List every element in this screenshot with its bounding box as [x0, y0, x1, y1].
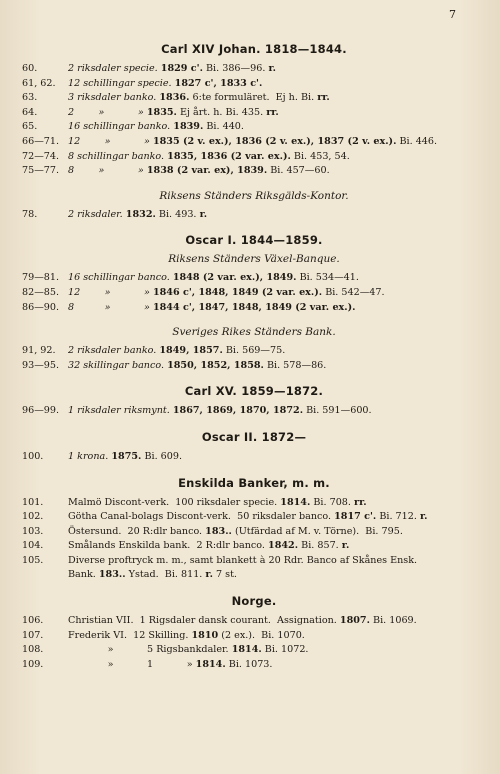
item-year: 1814. [231, 644, 262, 656]
list-item [22, 62, 486, 77]
list-vaxel-banque [22, 271, 486, 315]
item-reference: Bi. 453, 54. [293, 150, 350, 162]
item-text: » 5 Rigsbankdaler. [68, 644, 229, 656]
item-text: Malmö Discont-verk. 100 riksdaler specie. [68, 496, 278, 508]
item-reference: Bi. 712. [379, 511, 417, 523]
list-standers-bank [22, 344, 486, 373]
item-number: 82—85. [22, 286, 60, 298]
item-year: 183.. [98, 569, 126, 581]
item-reference: Bi. 569—75. [225, 345, 286, 357]
item-number: 91, 92. [22, 345, 56, 357]
item-reference: Bi. 578—86. [266, 359, 327, 371]
item-number: 96—99. [22, 405, 60, 417]
item-number: 79—81. [22, 272, 60, 284]
item-description [68, 643, 486, 658]
subheading-vaxel-banque: Riksens Ständers Växel-Banque. [168, 253, 340, 266]
item-description [68, 164, 486, 179]
item-denomination: 16 schillingar banko. [68, 121, 171, 133]
item-denomination: 12 » » [68, 286, 150, 298]
item-description [68, 77, 486, 92]
item-years: 1827 c', 1833 c'. [174, 77, 263, 89]
item-number: 93—95. [22, 359, 60, 371]
list-enskilda-banker [22, 496, 486, 584]
subheading-riksgalds-kontor: Riksens Ständers Riksgälds-Kontor. [159, 189, 349, 202]
list-item [22, 629, 486, 644]
list-item [22, 301, 486, 316]
list-item [22, 150, 486, 165]
item-description [68, 525, 486, 540]
item-number: 75—77. [22, 165, 60, 177]
item-description [68, 496, 486, 511]
item-rarity: r. [420, 511, 428, 523]
list-item [22, 91, 486, 106]
item-description [68, 554, 486, 569]
item-text: Diverse proftryck m. m., samt blankett à 20 Rdr. Banco af Skånes Ensk. [68, 554, 418, 566]
item-year: 1807. [339, 615, 370, 627]
list-riksgalds-kontor [22, 208, 486, 223]
list-item [22, 404, 486, 419]
item-rarity: r. [341, 540, 350, 552]
list-item [22, 539, 486, 554]
list-item [22, 510, 486, 525]
item-description [68, 450, 486, 465]
item-number: 60. [22, 63, 38, 74]
item-description [68, 658, 486, 673]
item-reference: Bi. 493. [158, 208, 197, 220]
item-text: Smålands Enskilda bank. 2 R:dlr banco. [68, 540, 265, 552]
item-number: 101. [22, 496, 44, 508]
item-years: 1844 c', 1847, 1848, 1849 (2 var. ex.). [152, 301, 356, 313]
item-denomination: 32 skillingar banco. [68, 359, 165, 371]
item-reference: Bi. 857. [301, 540, 339, 552]
item-number: 102. [22, 511, 44, 523]
item-reference: (Utfärdad af M. v. Törne). Bi. 795. [234, 525, 403, 537]
item-years: 1835, 1836 (2 var. ex.). [167, 150, 291, 162]
list-item [22, 208, 486, 223]
item-reference: Bi. 534—41. [299, 272, 359, 284]
item-description [68, 629, 486, 644]
item-years: 1829 c'. [160, 63, 203, 74]
item-rarity: r. [199, 208, 208, 220]
item-denomination: 8 » » [68, 301, 150, 313]
list-item [22, 450, 486, 465]
item-reference: Bi. 708. [313, 496, 351, 508]
item-reference: Bi. 386—96. [206, 63, 266, 74]
item-number: 65. [22, 121, 38, 133]
list-item [22, 271, 486, 286]
item-number: 86—90. [22, 301, 60, 313]
item-rarity: rr. [317, 92, 330, 104]
item-reference: Bi. 609. [144, 450, 183, 462]
item-number: 61, 62. [22, 77, 56, 89]
heading-oscar-i: Oscar I. 1844—1859. [185, 233, 323, 248]
item-description [68, 344, 486, 359]
item-text: Götha Canal-bolags Discont-verk. 50 riksdaler banco. [68, 511, 332, 523]
item-year: 1842. [268, 540, 299, 552]
item-description [68, 301, 486, 316]
item-reference: Bi. 591—600. [306, 405, 372, 417]
item-description [68, 135, 486, 150]
list-item [22, 77, 486, 92]
item-number: 107. [22, 629, 44, 641]
item-description [68, 359, 486, 374]
item-reference: Bi. 1073. [228, 658, 273, 670]
item-text: Christian VII. 1 Rigsdaler dansk courant. Assignation. [68, 615, 337, 627]
item-number: 64. [22, 106, 38, 118]
subheading-standers-bank: Sveriges Rikes Ständers Bank. [172, 326, 336, 339]
item-years: 1846 c', 1848, 1849 (2 var. ex.). [152, 286, 323, 298]
item-denomination: 8 schillingar banko. [68, 150, 165, 162]
item-denomination: 1 krona. [68, 450, 109, 462]
item-number: 100. [22, 450, 44, 462]
item-reference: 6:te formuläret. Ej h. Bi. [192, 92, 315, 104]
item-text: » 1 » [68, 658, 193, 670]
item-years: 1867, 1869, 1870, 1872. [172, 405, 304, 417]
heading-enskilda-banker: Enskilda Banker, m. m. [178, 475, 330, 490]
item-description [68, 208, 486, 223]
item-reference: Bi. 1069. [373, 615, 417, 627]
item-year: 1817 c'. [334, 511, 377, 523]
list-item [22, 568, 486, 583]
list-carl-xv [22, 404, 486, 419]
item-number: 103. [22, 525, 44, 537]
item-number: 72—74. [22, 150, 60, 162]
item-denomination: 12 » » [68, 135, 150, 147]
item-rarity: r. [268, 63, 276, 74]
item-number: 106. [22, 615, 44, 627]
item-reference: Bi. 1072. [264, 644, 309, 656]
item-description [68, 539, 486, 554]
heading-carl-xv: Carl XV. 1859—1872. [184, 384, 324, 399]
list-item [22, 359, 486, 374]
item-years: 1848 (2 var. ex.), 1849. [172, 272, 297, 284]
item-year: 1810 [191, 629, 219, 641]
item-years: 1849, 1857. [159, 345, 223, 357]
item-reference: Bi. 440. [206, 121, 244, 133]
item-reference: Bi. 457—60. [270, 165, 330, 177]
item-rarity: rr. [266, 106, 279, 118]
item-denomination: 8 » » [68, 165, 144, 177]
list-item [22, 643, 486, 658]
list-norge [22, 614, 486, 672]
item-number: 105. [22, 554, 44, 566]
item-number [22, 568, 68, 583]
item-denomination: 2 riksdaler specie. [68, 63, 158, 74]
heading-oscar-ii: Oscar II. 1872— [201, 429, 307, 444]
item-description [68, 62, 486, 77]
list-item [22, 164, 486, 179]
item-description [68, 614, 486, 629]
item-text: Frederik VI. 12 Skilling. [68, 629, 189, 641]
item-description [68, 150, 486, 165]
item-reference: Ej årt. h. Bi. 435. [179, 106, 264, 118]
item-denomination: 2 riksdaler banko. [68, 345, 157, 357]
item-description [68, 404, 486, 419]
item-denomination: 2 riksdaler. [68, 208, 123, 220]
list-item [22, 614, 486, 629]
item-reference: (2 ex.). Bi. 1070. [221, 629, 305, 641]
list-carl-xiv-johan [22, 62, 486, 179]
item-rarity: rr. [354, 496, 367, 508]
item-denomination: 3 riksdaler banko. [68, 92, 157, 104]
list-oscar-ii [22, 450, 486, 465]
item-years: 1875. [111, 450, 142, 462]
item-denomination: 16 schillingar banco. [68, 272, 170, 284]
item-description [68, 91, 486, 106]
item-year: 1814. [280, 496, 311, 508]
item-number: 78. [22, 208, 38, 220]
item-description [68, 106, 486, 121]
item-number: 109. [22, 658, 44, 670]
item-rarity: r. [205, 569, 213, 581]
item-denomination: 12 schillingar specie. [68, 77, 172, 89]
item-reference: Bi. 542—47. [325, 286, 385, 298]
page-number: 7 [449, 8, 456, 21]
item-denomination: 2 » » [68, 106, 144, 118]
item-text: Östersund. 20 R:dlr banco. [68, 525, 203, 537]
item-year: 1814. [195, 658, 226, 670]
item-description [68, 271, 486, 286]
item-count: 7 st. [216, 569, 237, 581]
item-number: 66—71. [22, 135, 60, 147]
item-description [68, 510, 486, 525]
item-text: Bank. [68, 569, 96, 581]
list-item [22, 554, 486, 569]
list-item [22, 120, 486, 135]
item-description [68, 568, 486, 583]
item-reference: Ystad. Bi. 811. [128, 569, 203, 581]
item-years: 1850, 1852, 1858. [167, 359, 264, 371]
list-item [22, 106, 486, 121]
item-years: 1832. [125, 208, 156, 220]
list-item [22, 135, 486, 150]
list-item [22, 344, 486, 359]
item-years: 1835. [146, 106, 177, 118]
list-item [22, 658, 486, 673]
item-description [68, 120, 486, 135]
list-item [22, 496, 486, 511]
item-years: 1836. [159, 92, 190, 104]
item-years: 1839. [173, 121, 204, 133]
item-description [68, 286, 486, 301]
item-number: 63. [22, 92, 38, 104]
item-year: 183.. [205, 525, 232, 537]
item-number: 108. [22, 644, 44, 656]
list-item [22, 525, 486, 540]
list-item [22, 286, 486, 301]
item-reference: Bi. 446. [399, 135, 438, 147]
item-years: 1838 (2 var. ex), 1839. [146, 165, 268, 177]
item-number: 104. [22, 540, 44, 552]
heading-carl-xiv-johan: Carl XIV Johan. 1818—1844. [161, 42, 347, 56]
heading-norge: Norge. [231, 594, 277, 609]
item-denomination: 1 riksdaler riksmynt. [68, 405, 170, 417]
item-years: 1835 (2 v. ex.), 1836 (2 v. ex.), 1837 (2 v. ex.). [152, 135, 397, 147]
